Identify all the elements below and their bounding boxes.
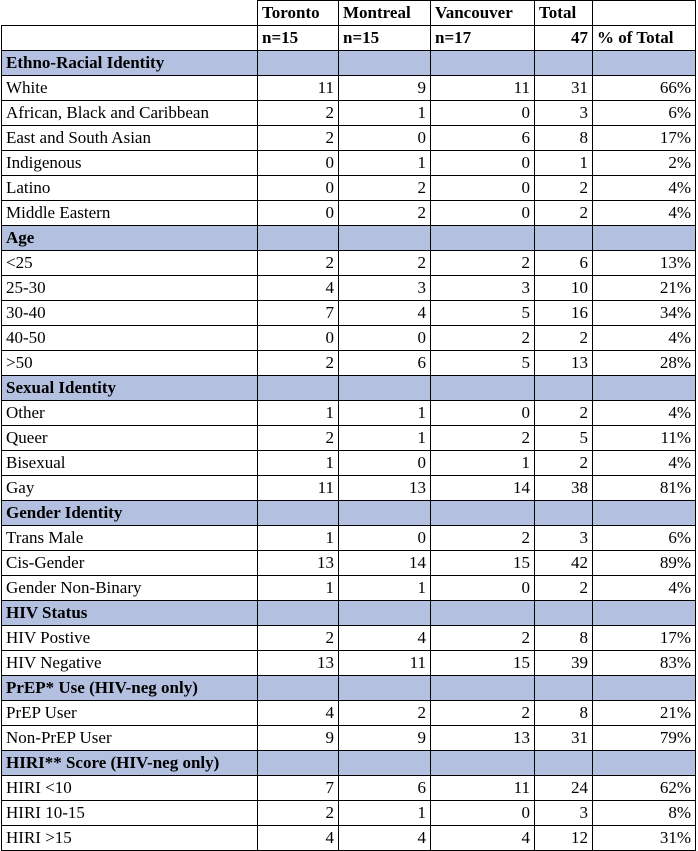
table-row <box>2 576 696 601</box>
section-header-row <box>2 501 696 526</box>
section-blank-cell <box>339 601 431 626</box>
section-blank-cell <box>535 751 593 776</box>
vancouver-value: 5 <box>431 351 535 376</box>
montreal-value: 1 <box>339 151 431 176</box>
demographics-table <box>1 0 696 851</box>
montreal-value: 2 <box>339 201 431 226</box>
row-label: Queer <box>2 426 258 451</box>
row-label: HIRI 10-15 <box>2 801 258 826</box>
toronto-value: 2 <box>258 101 339 126</box>
vancouver-value: 15 <box>431 551 535 576</box>
section-title: Ethno-Racial Identity <box>2 51 258 76</box>
section-header-row <box>2 376 696 401</box>
pct-value: 83% <box>593 651 696 676</box>
section-title: Sexual Identity <box>2 376 258 401</box>
table-row <box>2 251 696 276</box>
montreal-value: 4 <box>339 826 431 851</box>
vancouver-value: 13 <box>431 726 535 751</box>
section-blank-cell <box>535 376 593 401</box>
section-blank-cell <box>258 376 339 401</box>
table-row <box>2 351 696 376</box>
table-row <box>2 476 696 501</box>
pct-value: 2% <box>593 151 696 176</box>
table-row <box>2 551 696 576</box>
montreal-value: 14 <box>339 551 431 576</box>
section-blank-cell <box>593 676 696 701</box>
vancouver-value: 15 <box>431 651 535 676</box>
total-value: 39 <box>535 651 593 676</box>
section-blank-cell <box>431 676 535 701</box>
toronto-value: 2 <box>258 426 339 451</box>
total-value: 31 <box>535 726 593 751</box>
table-row <box>2 426 696 451</box>
pct-of-total-header: % of Total <box>593 26 696 51</box>
montreal-value: 4 <box>339 301 431 326</box>
pct-value: 79% <box>593 726 696 751</box>
count-montreal: n=15 <box>339 26 431 51</box>
table-row <box>2 776 696 801</box>
montreal-value: 6 <box>339 351 431 376</box>
row-label: 25-30 <box>2 276 258 301</box>
vancouver-value: 0 <box>431 801 535 826</box>
toronto-value: 4 <box>258 276 339 301</box>
vancouver-value: 2 <box>431 626 535 651</box>
total-value: 16 <box>535 301 593 326</box>
pct-value: 28% <box>593 351 696 376</box>
table-row <box>2 651 696 676</box>
table-row <box>2 701 696 726</box>
total-value: 24 <box>535 776 593 801</box>
row-label: HIRI >15 <box>2 826 258 851</box>
vancouver-value: 5 <box>431 301 535 326</box>
section-blank-cell <box>431 376 535 401</box>
section-blank-cell <box>258 751 339 776</box>
total-value: 8 <box>535 126 593 151</box>
header-blank-cell-2 <box>2 26 258 51</box>
pct-value: 4% <box>593 176 696 201</box>
montreal-value: 2 <box>339 176 431 201</box>
table-row <box>2 451 696 476</box>
row-label: African, Black and Caribbean <box>2 101 258 126</box>
vancouver-value: 0 <box>431 151 535 176</box>
table-row <box>2 301 696 326</box>
header-row-cities <box>2 1 696 26</box>
row-label: PrEP User <box>2 701 258 726</box>
total-value: 38 <box>535 476 593 501</box>
section-title: Gender Identity <box>2 501 258 526</box>
table-row <box>2 126 696 151</box>
table-body <box>2 1 696 851</box>
pct-value: 4% <box>593 451 696 476</box>
montreal-value: 1 <box>339 101 431 126</box>
total-value: 2 <box>535 326 593 351</box>
row-label: HIV Negative <box>2 651 258 676</box>
row-label: Indigenous <box>2 151 258 176</box>
toronto-value: 2 <box>258 251 339 276</box>
section-blank-cell <box>258 51 339 76</box>
pct-value: 13% <box>593 251 696 276</box>
section-blank-cell <box>431 751 535 776</box>
section-blank-cell <box>593 226 696 251</box>
vancouver-value: 0 <box>431 176 535 201</box>
section-blank-cell <box>535 601 593 626</box>
table-row <box>2 201 696 226</box>
total-value: 2 <box>535 576 593 601</box>
table-row <box>2 626 696 651</box>
row-label: HIRI <10 <box>2 776 258 801</box>
toronto-value: 11 <box>258 76 339 101</box>
montreal-value: 1 <box>339 576 431 601</box>
row-label: Non-PrEP User <box>2 726 258 751</box>
section-blank-cell <box>339 51 431 76</box>
pct-value: 66% <box>593 76 696 101</box>
toronto-value: 2 <box>258 801 339 826</box>
section-header-row <box>2 601 696 626</box>
vancouver-value: 0 <box>431 401 535 426</box>
toronto-value: 2 <box>258 351 339 376</box>
section-blank-cell <box>431 51 535 76</box>
section-title: PrEP* Use (HIV-neg only) <box>2 676 258 701</box>
pct-value: 31% <box>593 826 696 851</box>
vancouver-value: 2 <box>431 526 535 551</box>
table-row <box>2 101 696 126</box>
montreal-value: 0 <box>339 126 431 151</box>
section-blank-cell <box>593 751 696 776</box>
toronto-value: 11 <box>258 476 339 501</box>
toronto-value: 4 <box>258 701 339 726</box>
vancouver-value: 2 <box>431 326 535 351</box>
row-label: Latino <box>2 176 258 201</box>
toronto-value: 13 <box>258 651 339 676</box>
vancouver-value: 3 <box>431 276 535 301</box>
pct-value: 21% <box>593 701 696 726</box>
total-value: 2 <box>535 401 593 426</box>
count-vancouver: n=17 <box>431 26 535 51</box>
row-label: Middle Eastern <box>2 201 258 226</box>
total-value: 3 <box>535 101 593 126</box>
section-title: Age <box>2 226 258 251</box>
pct-value: 17% <box>593 626 696 651</box>
vancouver-value: 2 <box>431 251 535 276</box>
row-label: White <box>2 76 258 101</box>
total-value: 31 <box>535 76 593 101</box>
montreal-value: 2 <box>339 251 431 276</box>
toronto-value: 0 <box>258 326 339 351</box>
vancouver-value: 0 <box>431 201 535 226</box>
total-value: 13 <box>535 351 593 376</box>
section-blank-cell <box>535 501 593 526</box>
table-row <box>2 401 696 426</box>
montreal-value: 1 <box>339 801 431 826</box>
count-total: 47 <box>535 26 593 51</box>
pct-value: 8% <box>593 801 696 826</box>
total-value: 2 <box>535 176 593 201</box>
section-blank-cell <box>593 501 696 526</box>
vancouver-value: 0 <box>431 576 535 601</box>
total-value: 12 <box>535 826 593 851</box>
toronto-value: 0 <box>258 151 339 176</box>
total-value: 3 <box>535 526 593 551</box>
section-title: HIV Status <box>2 601 258 626</box>
section-header-row <box>2 676 696 701</box>
header-montreal: Montreal <box>339 1 431 26</box>
vancouver-value: 2 <box>431 701 535 726</box>
row-label: 30-40 <box>2 301 258 326</box>
pct-value: 4% <box>593 401 696 426</box>
vancouver-value: 0 <box>431 101 535 126</box>
toronto-value: 4 <box>258 826 339 851</box>
section-blank-cell <box>431 601 535 626</box>
total-value: 2 <box>535 201 593 226</box>
toronto-value: 0 <box>258 201 339 226</box>
vancouver-value: 14 <box>431 476 535 501</box>
section-blank-cell <box>593 601 696 626</box>
section-blank-cell <box>339 501 431 526</box>
total-value: 8 <box>535 626 593 651</box>
toronto-value: 7 <box>258 776 339 801</box>
vancouver-value: 1 <box>431 451 535 476</box>
toronto-value: 2 <box>258 626 339 651</box>
count-toronto: n=15 <box>258 26 339 51</box>
row-label: Cis-Gender <box>2 551 258 576</box>
section-blank-cell <box>258 601 339 626</box>
toronto-value: 0 <box>258 176 339 201</box>
table-row <box>2 726 696 751</box>
section-title: HIRI** Score (HIV-neg only) <box>2 751 258 776</box>
row-label: Bisexual <box>2 451 258 476</box>
table-row <box>2 76 696 101</box>
pct-value: 4% <box>593 201 696 226</box>
table-row <box>2 526 696 551</box>
montreal-value: 13 <box>339 476 431 501</box>
table-row <box>2 176 696 201</box>
section-blank-cell <box>339 376 431 401</box>
montreal-value: 0 <box>339 526 431 551</box>
section-blank-cell <box>593 51 696 76</box>
pct-value: 21% <box>593 276 696 301</box>
section-blank-cell <box>431 501 535 526</box>
pct-value: 4% <box>593 576 696 601</box>
header-blank-pct <box>593 1 696 26</box>
header-total: Total <box>535 1 593 26</box>
table-row <box>2 826 696 851</box>
montreal-value: 11 <box>339 651 431 676</box>
montreal-value: 4 <box>339 626 431 651</box>
montreal-value: 9 <box>339 76 431 101</box>
section-header-row <box>2 751 696 776</box>
header-row-counts <box>2 26 696 51</box>
total-value: 42 <box>535 551 593 576</box>
header-toronto: Toronto <box>258 1 339 26</box>
row-label: 40-50 <box>2 326 258 351</box>
section-blank-cell <box>535 51 593 76</box>
toronto-value: 1 <box>258 451 339 476</box>
section-blank-cell <box>258 501 339 526</box>
toronto-value: 1 <box>258 576 339 601</box>
montreal-value: 0 <box>339 451 431 476</box>
total-value: 2 <box>535 451 593 476</box>
section-blank-cell <box>593 376 696 401</box>
total-value: 6 <box>535 251 593 276</box>
pct-value: 62% <box>593 776 696 801</box>
toronto-value: 1 <box>258 401 339 426</box>
header-blank-cell <box>2 1 258 26</box>
montreal-value: 1 <box>339 401 431 426</box>
pct-value: 81% <box>593 476 696 501</box>
montreal-value: 1 <box>339 426 431 451</box>
total-value: 5 <box>535 426 593 451</box>
montreal-value: 9 <box>339 726 431 751</box>
section-blank-cell <box>339 226 431 251</box>
row-label: >50 <box>2 351 258 376</box>
montreal-value: 3 <box>339 276 431 301</box>
section-header-row <box>2 51 696 76</box>
section-blank-cell <box>339 751 431 776</box>
total-value: 8 <box>535 701 593 726</box>
total-value: 10 <box>535 276 593 301</box>
pct-value: 6% <box>593 526 696 551</box>
pct-value: 17% <box>593 126 696 151</box>
pct-value: 6% <box>593 101 696 126</box>
row-label: Gender Non-Binary <box>2 576 258 601</box>
section-blank-cell <box>339 676 431 701</box>
row-label: <25 <box>2 251 258 276</box>
vancouver-value: 6 <box>431 126 535 151</box>
table-row <box>2 801 696 826</box>
row-label: Other <box>2 401 258 426</box>
pct-value: 11% <box>593 426 696 451</box>
toronto-value: 1 <box>258 526 339 551</box>
section-header-row <box>2 226 696 251</box>
pct-value: 4% <box>593 326 696 351</box>
header-vancouver: Vancouver <box>431 1 535 26</box>
table-row <box>2 326 696 351</box>
vancouver-value: 2 <box>431 426 535 451</box>
toronto-value: 13 <box>258 551 339 576</box>
vancouver-value: 11 <box>431 776 535 801</box>
table-row <box>2 151 696 176</box>
section-blank-cell <box>258 676 339 701</box>
montreal-value: 2 <box>339 701 431 726</box>
total-value: 1 <box>535 151 593 176</box>
section-blank-cell <box>431 226 535 251</box>
row-label: HIV Postive <box>2 626 258 651</box>
section-blank-cell <box>535 676 593 701</box>
pct-value: 34% <box>593 301 696 326</box>
montreal-value: 0 <box>339 326 431 351</box>
vancouver-value: 11 <box>431 76 535 101</box>
section-blank-cell <box>535 226 593 251</box>
toronto-value: 7 <box>258 301 339 326</box>
row-label: Gay <box>2 476 258 501</box>
toronto-value: 9 <box>258 726 339 751</box>
table-row <box>2 276 696 301</box>
row-label: East and South Asian <box>2 126 258 151</box>
section-blank-cell <box>258 226 339 251</box>
vancouver-value: 4 <box>431 826 535 851</box>
montreal-value: 6 <box>339 776 431 801</box>
toronto-value: 2 <box>258 126 339 151</box>
pct-value: 89% <box>593 551 696 576</box>
row-label: Trans Male <box>2 526 258 551</box>
total-value: 3 <box>535 801 593 826</box>
